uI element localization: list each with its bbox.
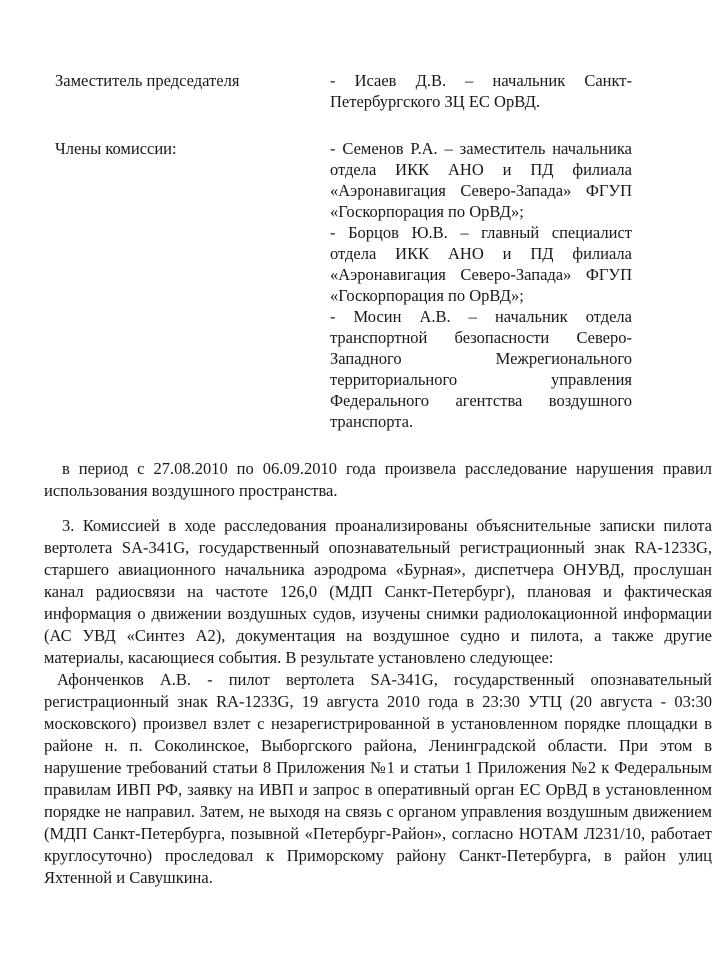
member-entry-bortsov: - Борцов Ю.В. – главный специалист отдела ИКК АНО и ПД филиала «Аэронавигация Северо-Запада» ФГУП «Госкорпорация по ОрВД»; xyxy=(330,223,632,305)
paragraph-investigation-period: в период с 27.08.2010 по 06.09.2010 года произвела расследование нарушения правил использования воздушного пространства. xyxy=(44,459,712,500)
role-label-commission-members: Члены комиссии: xyxy=(55,139,177,158)
member-entry-semenov: - Семенов Р.А. – заместитель начальника отдела ИКК АНО и ПД филиала «Аэронавигация Северо-Запада» ФГУП «Госкорпорация по ОрВД»; xyxy=(330,139,632,221)
commission-row-members xyxy=(44,138,712,432)
body-text-section xyxy=(44,458,712,889)
role-label-deputy-chairman: Заместитель председателя xyxy=(55,71,240,90)
paragraph-afonchenkov-flight: Афонченков А.В. - пилот вертолета SA-341G, государственный опознавательный регистрационный знак RA-1233G, 19 августа 2010 года в 23:30 УТЦ (20 августа - 03:30 московского) произвел взлет с незарегистрированной в установленном порядке площадки в районе н. п. Соколинское, Выборгского района, Ленинградской области. При этом в нарушение требований статьи 8 Приложения №1 и статьи 1 Приложения №2 к Федеральным правилам ИВП РФ, заявку на ИВП и запрос в оперативный орган ЕС ОрВД в установленном порядке не направил. Затем, не выходя на связь с органом управления воздушным движением (МДП Санкт-Петербурга, позывной «Петербург-Район», согласно НОТАМ Л231/10, работает круглосуточно) проследовал к Приморскому району Санкт-Петербурга, в район улиц Яхтенной и Савушкина. xyxy=(44,670,712,887)
member-entry-isaev: - Исаев Д.В. – начальник Санкт-Петербургского ЗЦ ЕС ОрВД. xyxy=(330,71,632,111)
member-entry-mosin: - Мосин А.В. – начальник отдела транспортной безопасности Северо-Западного Межрегионального территориального управления Федерального агентства воздушного транспорта. xyxy=(330,307,632,431)
commission-section xyxy=(44,70,712,432)
paragraph-commission-analysis: 3. Комиссией в ходе расследования проанализированы объяснительные записки пилота вертолета SA-341G, государственный опознавательный регистрационный знак RA-1233G, старшего авиационного начальника аэродрома «Бурная», диспетчера ОНУВД, прослушан канал радиосвязи на частоте 126,0 (МДП Санкт-Петербург), плановая и фактическая информация о движении воздушных судов, изучены снимки радиолокационной информации (АС УВД «Синтез А2), документация на воздушное судно и пилота, а также другие материалы, касающиеся события. В результате установлено следующее: xyxy=(44,516,712,667)
commission-row-deputy-chairman xyxy=(44,70,712,112)
members-list-deputy-chairman xyxy=(330,70,632,112)
members-list-commission xyxy=(330,138,632,432)
